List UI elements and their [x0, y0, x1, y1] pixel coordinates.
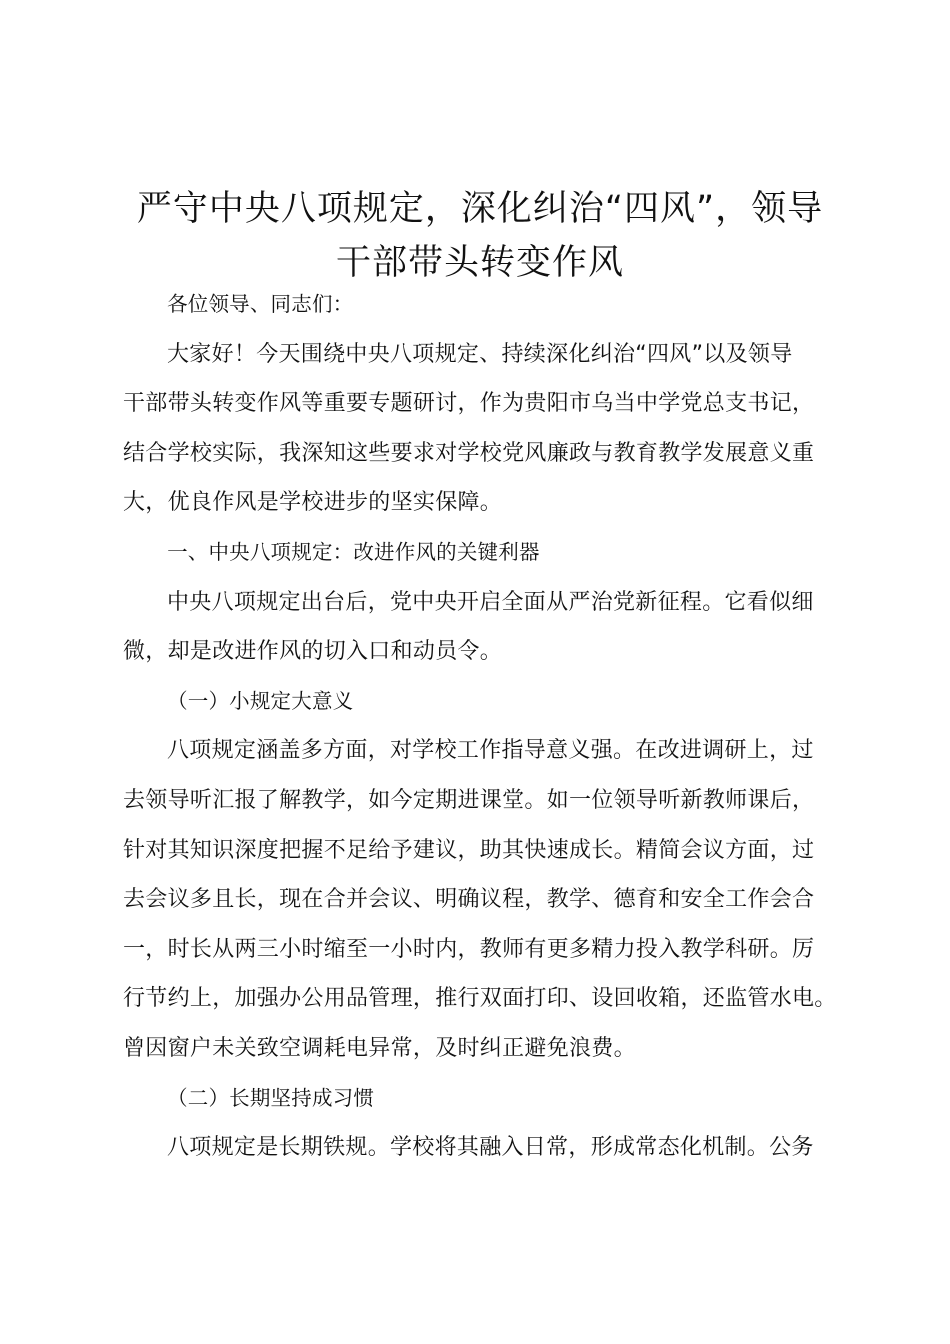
section-1-heading: 一、中央八项规定：改进作风的关键利器 [167, 539, 540, 564]
section-1-line: 微，却是改进作风的切入口和动员令。 [123, 639, 503, 665]
subsection-2-heading: （二）长期坚持成习惯 [167, 1085, 375, 1110]
section-1-line: 中央八项规定出台后，党中央开启全面从严治党新征程。它看似细 [167, 589, 814, 615]
subsection-1-line: 针对其知识深度把握不足给予建议，助其快速成长。精简会议方面，过 [123, 837, 815, 863]
intro-line: 结合学校实际，我深知这些要求对学校党风廉政与教育教学发展意义重 [123, 440, 815, 466]
subsection-1-line: 去领导听汇报了解教学，如今定期进课堂。如一位领导听新教师课后， [123, 787, 815, 813]
intro-line: 干部带头转变作风等重要专题研讨，作为贵阳市乌当中学党总支书记， [123, 391, 815, 417]
subsection-1-line: 八项规定涵盖多方面，对学校工作指导意义强。在改进调研上，过 [167, 738, 814, 764]
document-title [100, 182, 860, 290]
greeting: 各位领导、同志们： [167, 292, 354, 316]
subsection-2-line: 八项规定是长期铁规。学校将其融入日常，形成常态化机制。公务 [167, 1135, 814, 1161]
intro-paragraph [123, 330, 849, 528]
subsection-1-line: 曾因窗户未关致空调耗电异常，及时纠正避免浪费。 [123, 1035, 636, 1061]
intro-line: 大家好！今天围绕中央八项规定、持续深化纠治“四风”以及领导 [167, 341, 793, 367]
title-line-2: 干部带头转变作风 [335, 243, 624, 283]
subsection-2-paragraph [123, 1123, 849, 1173]
subsection-1-line: 去会议多且长，现在合并会议、明确议程，教学、德育和安全工作会合 [123, 887, 815, 913]
subsection-1-heading: （一）小规定大意义 [167, 688, 354, 713]
subsection-1-paragraph [123, 726, 849, 1073]
subsection-1-line: 一，时长从两三小时缩至一小时内，教师有更多精力投入教学科研。厉 [123, 936, 815, 962]
subsection-1-line: 行节约上，加强办公用品管理，推行双面打印、设回收箱，还监管水电。 [123, 986, 837, 1012]
title-line-1: 严守中央八项规定，深化纠治“四风”，领导 [136, 189, 824, 229]
document-body [123, 280, 849, 1173]
section-1-paragraph [123, 578, 849, 677]
intro-line: 大，优良作风是学校进步的坚实保障。 [123, 490, 503, 516]
